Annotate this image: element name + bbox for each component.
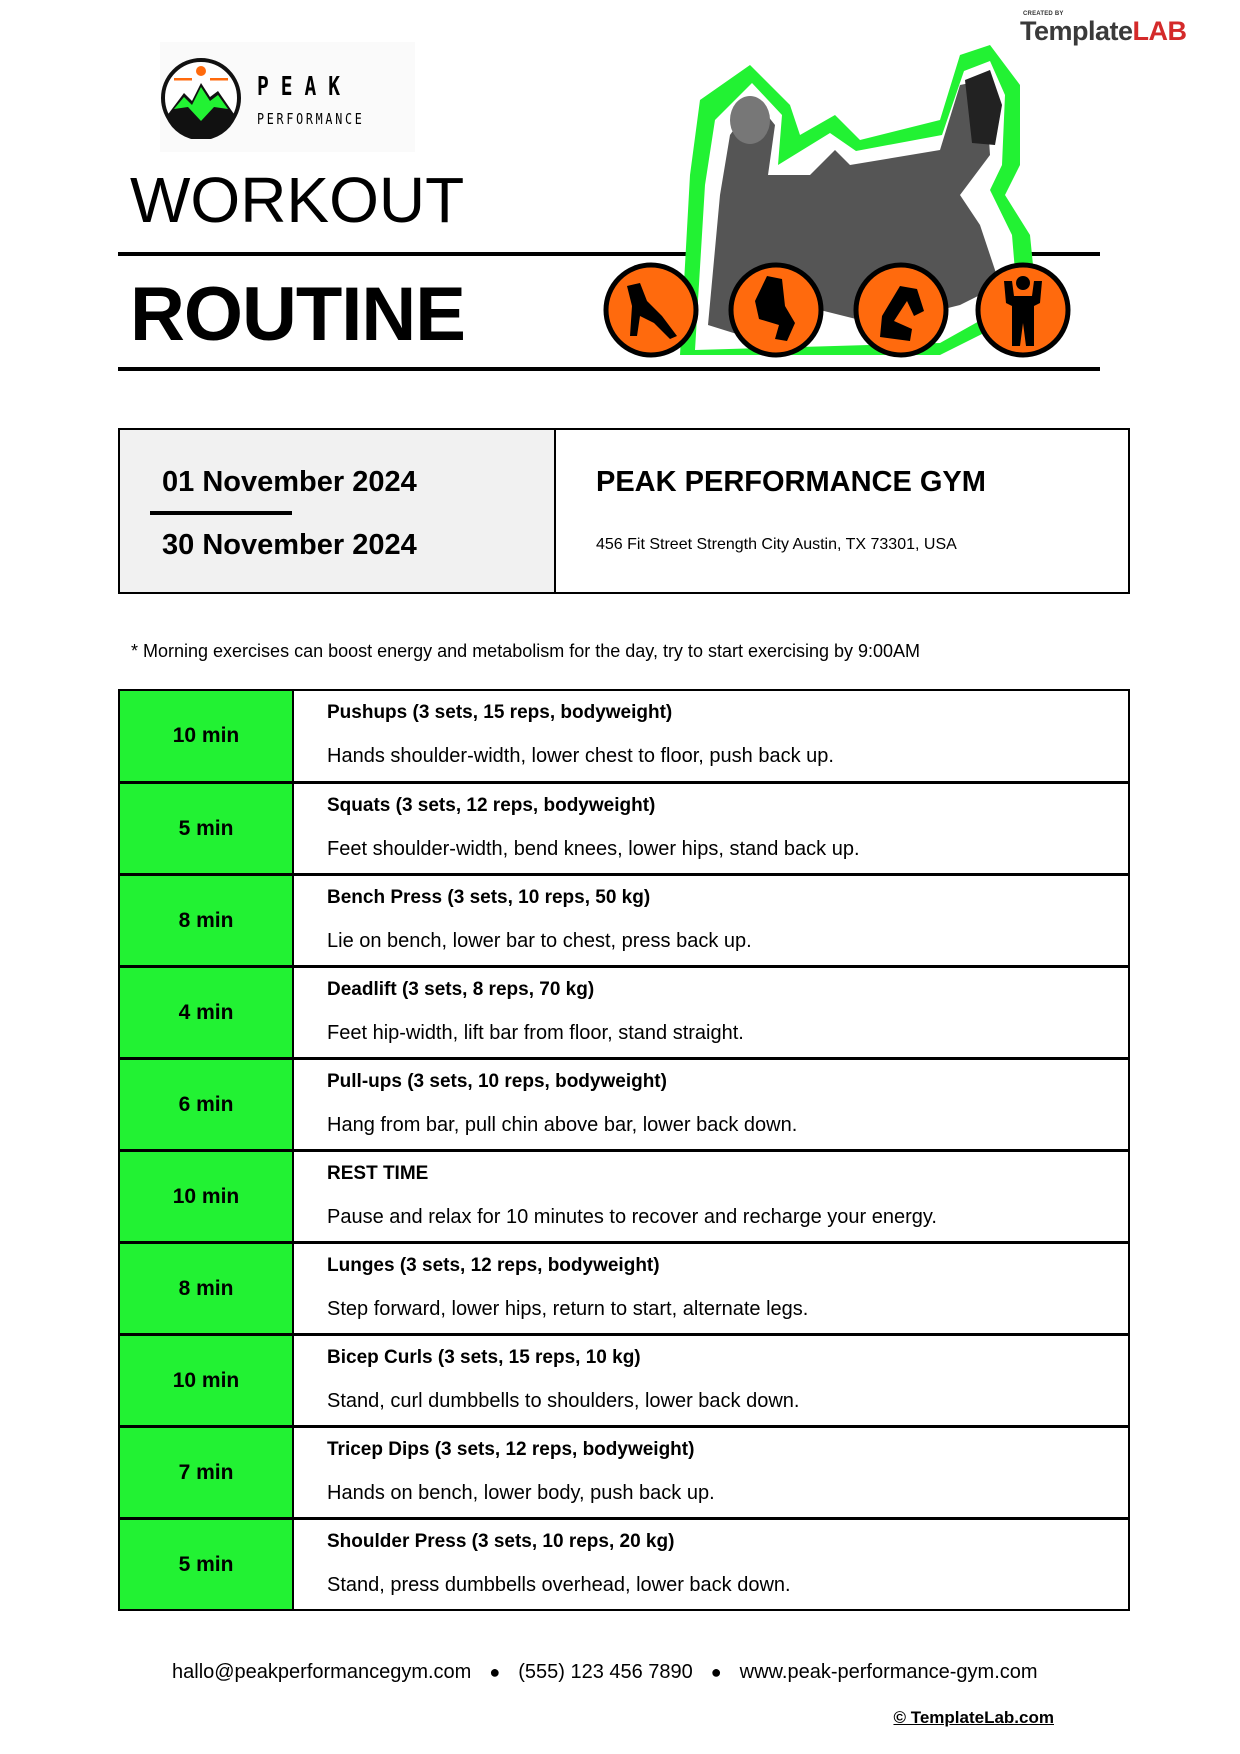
exercise-cell xyxy=(294,1152,1128,1241)
duration-cell: 4 min xyxy=(120,968,294,1057)
footer-email[interactable]: hallo@peakperformancegym.com xyxy=(172,1661,472,1683)
duration-cell: 10 min xyxy=(120,1152,294,1241)
duration-cell: 7 min xyxy=(120,1428,294,1517)
exercise-description: Stand, curl dumbbells to shoulders, lower back down. xyxy=(327,1390,800,1412)
dumbbell-press-icon xyxy=(974,261,1072,359)
table-row xyxy=(120,1517,1128,1609)
start-date: 01 November 2024 xyxy=(162,466,417,498)
exercise-description: Feet hip-width, lift bar from floor, stand straight. xyxy=(327,1022,744,1044)
duration-cell: 5 min xyxy=(120,1520,294,1609)
exercise-cell xyxy=(294,1060,1128,1149)
table-row xyxy=(120,1149,1128,1241)
exercise-description: Feet shoulder-width, bend knees, lower hips, stand back up. xyxy=(327,838,860,860)
exercise-description: Hang from bar, pull chin above bar, lower back down. xyxy=(327,1114,798,1136)
end-date: 30 November 2024 xyxy=(162,529,417,561)
footer-contact xyxy=(0,1661,1240,1684)
footer-phone[interactable]: (555) 123 456 7890 xyxy=(518,1661,693,1683)
table-row xyxy=(120,1425,1128,1517)
exercise-title: Pushups (3 sets, 15 reps, bodyweight) xyxy=(327,702,673,723)
exercise-description: Hands on bench, lower body, push back up. xyxy=(327,1482,715,1504)
duration-cell: 10 min xyxy=(120,691,294,781)
exercise-description: Pause and relax for 10 minutes to recover and recharge your energy. xyxy=(327,1206,937,1228)
footer-website[interactable]: www.peak-performance-gym.com xyxy=(739,1661,1038,1683)
exercise-description: Hands shoulder-width, lower chest to floor, push back up. xyxy=(327,745,834,767)
exercise-cell xyxy=(294,691,1128,781)
mountain-sun-logo-icon xyxy=(160,57,242,139)
exercise-title: Bicep Curls (3 sets, 15 reps, 10 kg) xyxy=(327,1347,641,1368)
gym-address: 456 Fit Street Strength City Austin, TX 73301, USA xyxy=(596,536,957,553)
exercise-title: Bench Press (3 sets, 10 reps, 50 kg) xyxy=(327,887,651,908)
title-workout: WORKOUT xyxy=(130,164,465,236)
exercise-description: Lie on bench, lower bar to chest, press back up. xyxy=(327,930,752,952)
gym-name: PEAK PERFORMANCE GYM xyxy=(596,466,986,498)
duration-cell: 8 min xyxy=(120,1244,294,1333)
peak-performance-logo xyxy=(160,42,415,152)
plank-icon xyxy=(852,261,950,359)
exercise-cell xyxy=(294,1336,1128,1425)
exercise-title: Pull-ups (3 sets, 10 reps, bodyweight) xyxy=(327,1071,667,1092)
exercise-title: Squats (3 sets, 12 reps, bodyweight) xyxy=(327,795,656,816)
exercise-title: Deadlift (3 sets, 8 reps, 70 kg) xyxy=(327,979,595,1000)
exercise-cell xyxy=(294,1428,1128,1517)
info-box xyxy=(118,428,1130,594)
duration-cell: 10 min xyxy=(120,1336,294,1425)
exercise-cell xyxy=(294,968,1128,1057)
table-row xyxy=(120,691,1128,781)
date-range-panel xyxy=(120,430,556,592)
title-routine: ROUTINE xyxy=(130,272,465,357)
workout-schedule-table xyxy=(118,689,1130,1611)
title-divider-bottom xyxy=(118,367,1100,371)
duration-cell: 6 min xyxy=(120,1060,294,1149)
table-row xyxy=(120,1241,1128,1333)
table-row xyxy=(120,965,1128,1057)
squat-icon xyxy=(727,261,825,359)
table-row xyxy=(120,1057,1128,1149)
bullet-separator: ● xyxy=(489,1662,501,1682)
table-row xyxy=(120,781,1128,873)
date-separator xyxy=(150,511,292,515)
table-row xyxy=(120,873,1128,965)
duration-cell: 5 min xyxy=(120,784,294,873)
gym-panel xyxy=(556,430,1128,592)
exercise-description: Step forward, lower hips, return to start, alternate legs. xyxy=(327,1298,809,1320)
bullet-separator: ● xyxy=(710,1662,722,1682)
exercise-cell xyxy=(294,1244,1128,1333)
exercise-title: Shoulder Press (3 sets, 10 reps, 20 kg) xyxy=(327,1531,675,1552)
templatelab-logo: TemplateLAB xyxy=(1020,16,1187,46)
duration-cell: 8 min xyxy=(120,876,294,965)
created-by-label: CREATED BY xyxy=(1023,11,1064,17)
exercise-icons-row xyxy=(602,261,1072,361)
logo-peak-text: PEAK xyxy=(257,72,352,102)
exercise-title: Lunges (3 sets, 12 reps, bodyweight) xyxy=(327,1255,660,1276)
copyright-link[interactable]: © TemplateLab.com xyxy=(893,1708,1054,1727)
exercise-title: REST TIME xyxy=(327,1163,429,1184)
pushup-icon xyxy=(602,261,700,359)
exercise-cell xyxy=(294,1520,1128,1609)
exercise-cell xyxy=(294,876,1128,965)
exercise-cell xyxy=(294,784,1128,873)
logo-performance-text: PERFORMANCE xyxy=(257,110,365,128)
exercise-title: Tricep Dips (3 sets, 12 reps, bodyweight) xyxy=(327,1439,695,1460)
table-row xyxy=(120,1333,1128,1425)
morning-note: * Morning exercises can boost energy and metabolism for the day, try to start exercising by 9:00AM xyxy=(131,641,921,661)
exercise-description: Stand, press dumbbells overhead, lower back down. xyxy=(327,1574,791,1596)
